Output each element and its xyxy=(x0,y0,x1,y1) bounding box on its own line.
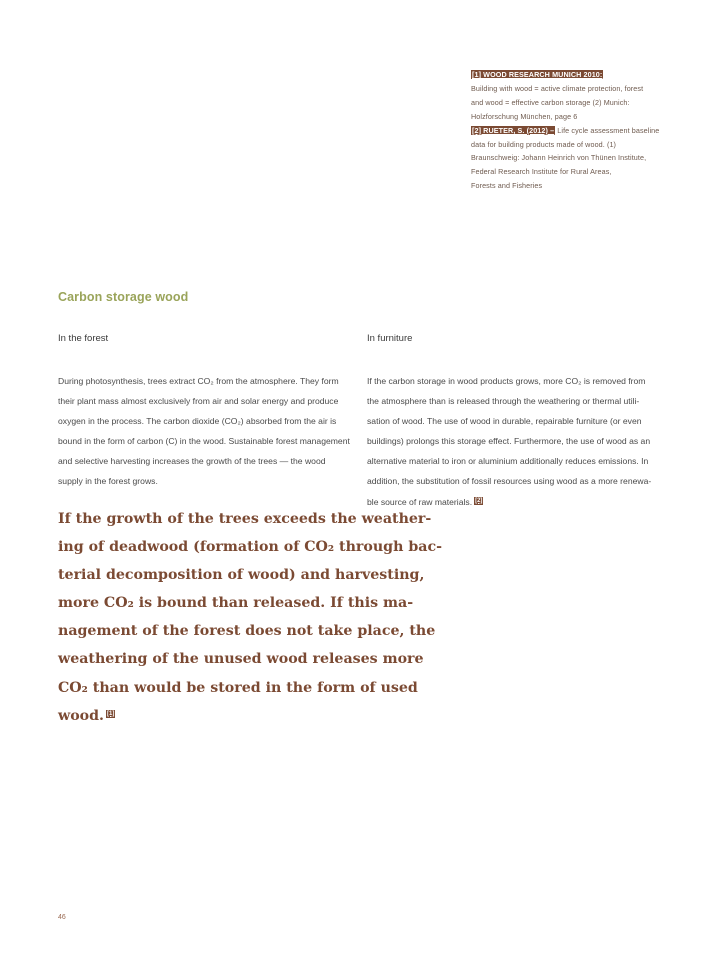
quote-line-text: wood. xyxy=(58,707,104,724)
paragraph-line: sation of wood. The use of wood in durable, repairable furniture (or even xyxy=(367,416,642,427)
reference-2-tag[interactable]: [2] RUETER, S. (2012) – xyxy=(472,125,555,135)
reference-1-line: Holzforschung München, page 6 xyxy=(471,111,578,121)
reference-1-tag[interactable]: [1] WOOD RESEARCH MUNICH 2010: xyxy=(472,70,603,79)
quote-line: more CO₂ is bound than released. If this ma- xyxy=(58,595,414,612)
paragraph-line: the atmosphere than is released through the weathering or thermal utili- xyxy=(367,396,640,407)
reference-1-line: and wood = effective carbon storage (2) Munich: xyxy=(471,97,630,107)
reference-1-line: Building with wood = active climate protection, forest xyxy=(471,83,644,93)
quote-line: weathering of the unused wood releases more xyxy=(58,651,424,668)
quote-line: ing of deadwood (formation of CO₂ through bac- xyxy=(58,539,442,556)
quote-last-line xyxy=(58,702,442,730)
pull-quote xyxy=(58,505,442,730)
paragraph-line: and selective harvesting increases the growth of the trees — the wood xyxy=(58,456,326,467)
paragraph-line: alternative material to iron or aluminium additionally reduces emissions. In xyxy=(367,456,649,467)
forest-paragraph xyxy=(58,371,350,492)
reference-1-tag-line xyxy=(471,68,671,82)
paragraph-line: oxygen in the process. The carbon dioxide (CO₂) absorbed from the air is xyxy=(58,416,337,427)
paragraph-line: During photosynthesis, trees extract CO₂ from the atmosphere. They form xyxy=(58,376,339,386)
reference-2-line: Braunschweig: Johann Heinrich von Thünen Institute, xyxy=(471,153,647,163)
reference-2-tag-line xyxy=(471,124,671,138)
paragraph-line: bound in the form of carbon (C) in the wood. Sustainable forest management xyxy=(58,436,350,447)
reference-2-line: Forests and Fisheries xyxy=(471,181,543,191)
quote-line: If the growth of the trees exceeds the weather- xyxy=(58,511,432,527)
reference-2-first-line: Life cycle assessment baseline xyxy=(555,125,660,135)
reference-2-line: data for building products made of wood. (1) xyxy=(471,139,617,149)
reference-2-line: Federal Research Institute for Rural Areas, xyxy=(471,167,612,177)
paragraph-line-text: ble source of raw materials. xyxy=(367,496,473,507)
quote-line: terial decomposition of wood) and harvesting, xyxy=(58,567,425,584)
footnote-link-2[interactable]: [2] xyxy=(475,497,483,504)
quote-line: CO₂ than would be stored in the form of used xyxy=(58,679,418,696)
subheading-in-the-forest: In the forest xyxy=(58,333,109,344)
subheading-in-furniture: In furniture xyxy=(367,333,413,344)
section-title: Carbon storage wood xyxy=(58,290,189,304)
paragraph-line: supply in the forest grows. xyxy=(58,476,158,487)
paragraph-line: buildings) prolongs this storage effect. Furthermore, the use of wood as an xyxy=(367,436,651,447)
paragraph-line: addition, the substitution of fossil resources using wood as a more renewa- xyxy=(367,476,652,487)
paragraph-line: their plant mass almost exclusively from air and solar energy and produce xyxy=(58,396,339,407)
page-number: 46 xyxy=(58,914,66,921)
furniture-paragraph xyxy=(367,371,651,512)
footnote-link-1[interactable]: [1] xyxy=(107,710,115,717)
paragraph-line: If the carbon storage in wood products grows, more CO₂ is removed from xyxy=(367,376,646,386)
references xyxy=(471,68,671,193)
quote-line: nagement of the forest does not take place, the xyxy=(58,623,436,640)
